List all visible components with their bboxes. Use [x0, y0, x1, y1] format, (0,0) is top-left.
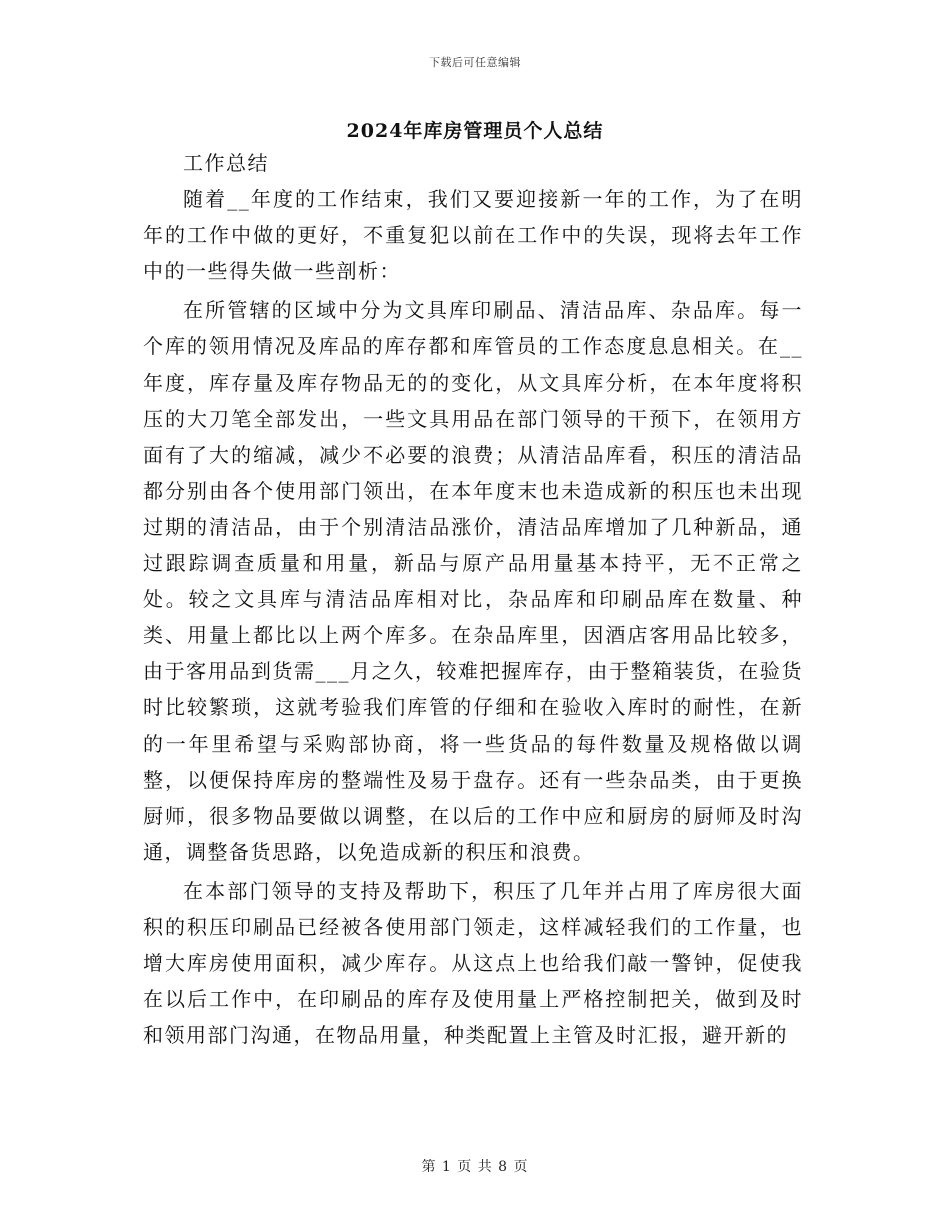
paragraph-2: 在所管辖的区域中分为文具库印刷品、清洁品库、杂品库。每一个库的领用情况及库品的库存都和库管员的工作态度息息相关。在__年度，库存量及库存物品无的的变化，从文具库分析，在本年度将积压的大刀笔全部发出，一些文具用品在部门领导的干预下，在领用方面有了大的缩减，减少不必要的浪费；从清洁品库看，积压的清洁品都分别由各个使用部门领出，在本年度末也未造成新的积压也未出现过期的清洁品，由于个别清洁品涨价，清洁品库增加了几种新品，通过跟踪调查质量和用量，新品与原产品用量基本持平，无不正常之处。较之文具库与清洁品库相对比，杂品库和印刷品库在数量、种类、用量上都比以上两个库多。在杂品库里，因酒店客用品比较多，由于客用品到货需___月之久，较难把握库存，由于整箱装货，在验货时比较繁琐，这就考验我们库管的仔细和在验收入库时的耐性，在新的一年里希望与采购部协商，将一些货品的每件数量及规格做以调整，以便保持库房的整端性及易于盘存。还有一些杂品类，由于更换厨师，很多物品要做以调整，在以后的工作中应和厨房的厨师及时沟通，调整备货思路，以免造成新的积压和浪费。: [143, 298, 803, 864]
header-note: 下载后可任意编辑: [429, 56, 521, 69]
paragraph-3: 在本部门领导的支持及帮助下，积压了几年并占用了库房很大面积的积压印刷品已经被各使用部门领走，这样减轻我们的工作量，也增大库房使用面积，减少库存。从这点上也给我们敲一警钟，促使我在以后工作中，在印刷品的库存及使用量上严格控制把关，做到及时和领用部门沟通，在物品用量，种类配置上主管及时汇报，避开新的: [143, 878, 803, 1048]
section-heading: 工作总结: [183, 151, 269, 175]
document-body: [143, 145, 803, 1053]
page-footer: 第 1 页 共 8 页: [421, 1159, 529, 1175]
paragraph-1: 随着__年度的工作结束，我们又要迎接新一年的工作，为了在明年的工作中做的更好，不重复犯以前在工作中的失误，现将去年工作中的一些得失做一些剖析：: [143, 187, 803, 284]
document-title: 2024年库房管理员个人总结: [346, 120, 604, 142]
